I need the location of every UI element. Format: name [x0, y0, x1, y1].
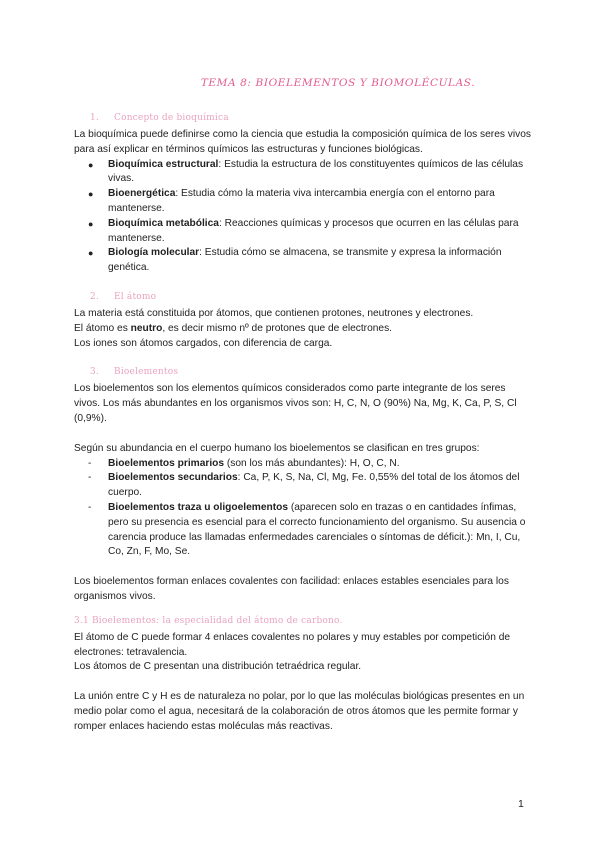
list-item [74, 471, 534, 501]
list-item-text: : Estudia la estructura de los constituyentes químicos de las células vivas. [108, 158, 524, 185]
spacer [74, 276, 534, 291]
document-title: TEMA 8: BIOELEMENTOS Y BIOMOLÉCULAS. [200, 77, 476, 89]
spacer [74, 351, 534, 366]
bullet-dot-icon: ● [88, 159, 94, 170]
list-item-term: Bioelementos secundarios [108, 472, 238, 484]
atomo-line-1: La materia está constituida por átomos, que contienen protones, neutrones y electrones. [74, 307, 474, 319]
list-item-term: Bioelementos traza u oligoelementos [108, 501, 289, 513]
bioquimica-branches-list [74, 158, 534, 276]
bullet-dot-icon: ● [88, 189, 94, 200]
spacer [74, 605, 534, 615]
atomo-line-2 [74, 322, 534, 337]
section-3-number: 3. [90, 367, 99, 378]
list-item [74, 158, 534, 188]
list-item [74, 501, 534, 560]
atomo-line-2-bold: neutro [130, 322, 163, 334]
section-1-title: Concepto de bioquímica [114, 113, 229, 123]
bullet-dash-icon: - [88, 457, 92, 469]
spacer [74, 675, 534, 690]
spacer [74, 560, 534, 575]
bioelementos-groups-list [74, 457, 534, 561]
list-item-text: : Reacciones químicas y procesos que ocurren en las células para mantenerse. [108, 217, 519, 244]
list-item-text: : Ca, P, K, S, Na, Cl, Mg, Fe. 0,55% del total de los átomos del cuerpo. [108, 472, 520, 499]
list-item-term: Bioquímica metabólica [108, 217, 219, 229]
carbono-line-3: La unión entre C y H es de naturaleza no polar, por lo que las moléculas biológicas presentes en un medio polar como el agua, necesitará de la colaboración de otros átomos que les permite formar y romper enlaces haciendo estas moléculas más reactivas. [74, 691, 525, 732]
list-item-text: (son los más abundantes): H, O, C, N. [224, 457, 400, 469]
list-item-text: : Estudia cómo se almacena, se transmite y expresa la información genética. [108, 247, 502, 274]
document-body [74, 112, 534, 735]
bullet-dot-icon: ● [88, 248, 94, 259]
list-item-term: Bioelementos primarios [108, 457, 225, 469]
bioelementos-intro: Los bioelementos son los elementos químicos considerados como parte integrante de los seres vivos. Los más abundantes en los organismos vivos son: H, C, N, O (90%) Na, Mg, K, Ca, P, S, Cl (0,9%). [74, 383, 517, 424]
section-3-1-heading: 3.1 Bioelementos: la especialidad del átomo de carbono. [74, 615, 343, 626]
atomo-line-2-post: , es decir mismo nº de protones que de electrones. [162, 322, 392, 334]
section-1-heading [90, 112, 534, 125]
page-number: 1 [518, 798, 524, 810]
list-item [74, 457, 534, 472]
list-item [74, 246, 534, 276]
section-2-number: 2. [90, 291, 99, 302]
section-3-title: Bioelementos [114, 367, 179, 378]
list-item-term: Biología molecular [108, 247, 200, 259]
list-item [74, 217, 534, 247]
section-2-heading [90, 291, 534, 304]
list-item-text: (aparecen solo en trazas o en cantidades ínfimas, pero su presencia es esencial para el correcto funcionamiento del organismo. Su ausencia o carencia produce las llamadas enfermedades carenciales o síntomas de déficit.): Mn, I, Cu, Co, Zn, F, Mo, Se. [108, 501, 526, 558]
bullet-dash-icon: - [88, 501, 92, 513]
carbono-line-2: Los átomos de C presentan una distribución tetraédrica regular. [74, 661, 362, 673]
section-1-number: 1. [90, 113, 99, 123]
carbono-line-1: El átomo de C puede formar 4 enlaces covalentes no polares y muy estables por competición de electrones: tetravalencia. [74, 631, 511, 658]
list-item [74, 187, 534, 217]
atomo-line-3: Los iones son átomos cargados, con diferencia de carga. [74, 337, 333, 349]
bioelementos-closing: Los bioelementos forman enlaces covalentes con facilidad: enlaces estables esenciales para los organismos vivos. [74, 576, 509, 602]
spacer [74, 427, 534, 442]
section-2-title: El átomo [114, 291, 157, 302]
bullet-dot-icon: ● [88, 218, 94, 229]
section-3-heading [90, 366, 534, 379]
atomo-line-2-pre: El átomo es [74, 322, 131, 334]
list-item-text: : Estudia cómo la materia viva intercambia energía con el entorno para mantenerse. [108, 188, 495, 214]
section-1-intro: La bioquímica puede definirse como la ciencia que estudia la composición química de los seres vivos para así explicar en términos químicos las estructuras y funciones biológicas. [74, 129, 531, 155]
list-item-term: Bioquímica estructural [108, 158, 219, 170]
bioelementos-classify: Según su abundancia en el cuerpo humano los bioelementos se clasifican en tres grupos: [74, 442, 480, 454]
bullet-dash-icon: - [88, 472, 92, 484]
list-item-term: Bioenergética [108, 188, 176, 200]
